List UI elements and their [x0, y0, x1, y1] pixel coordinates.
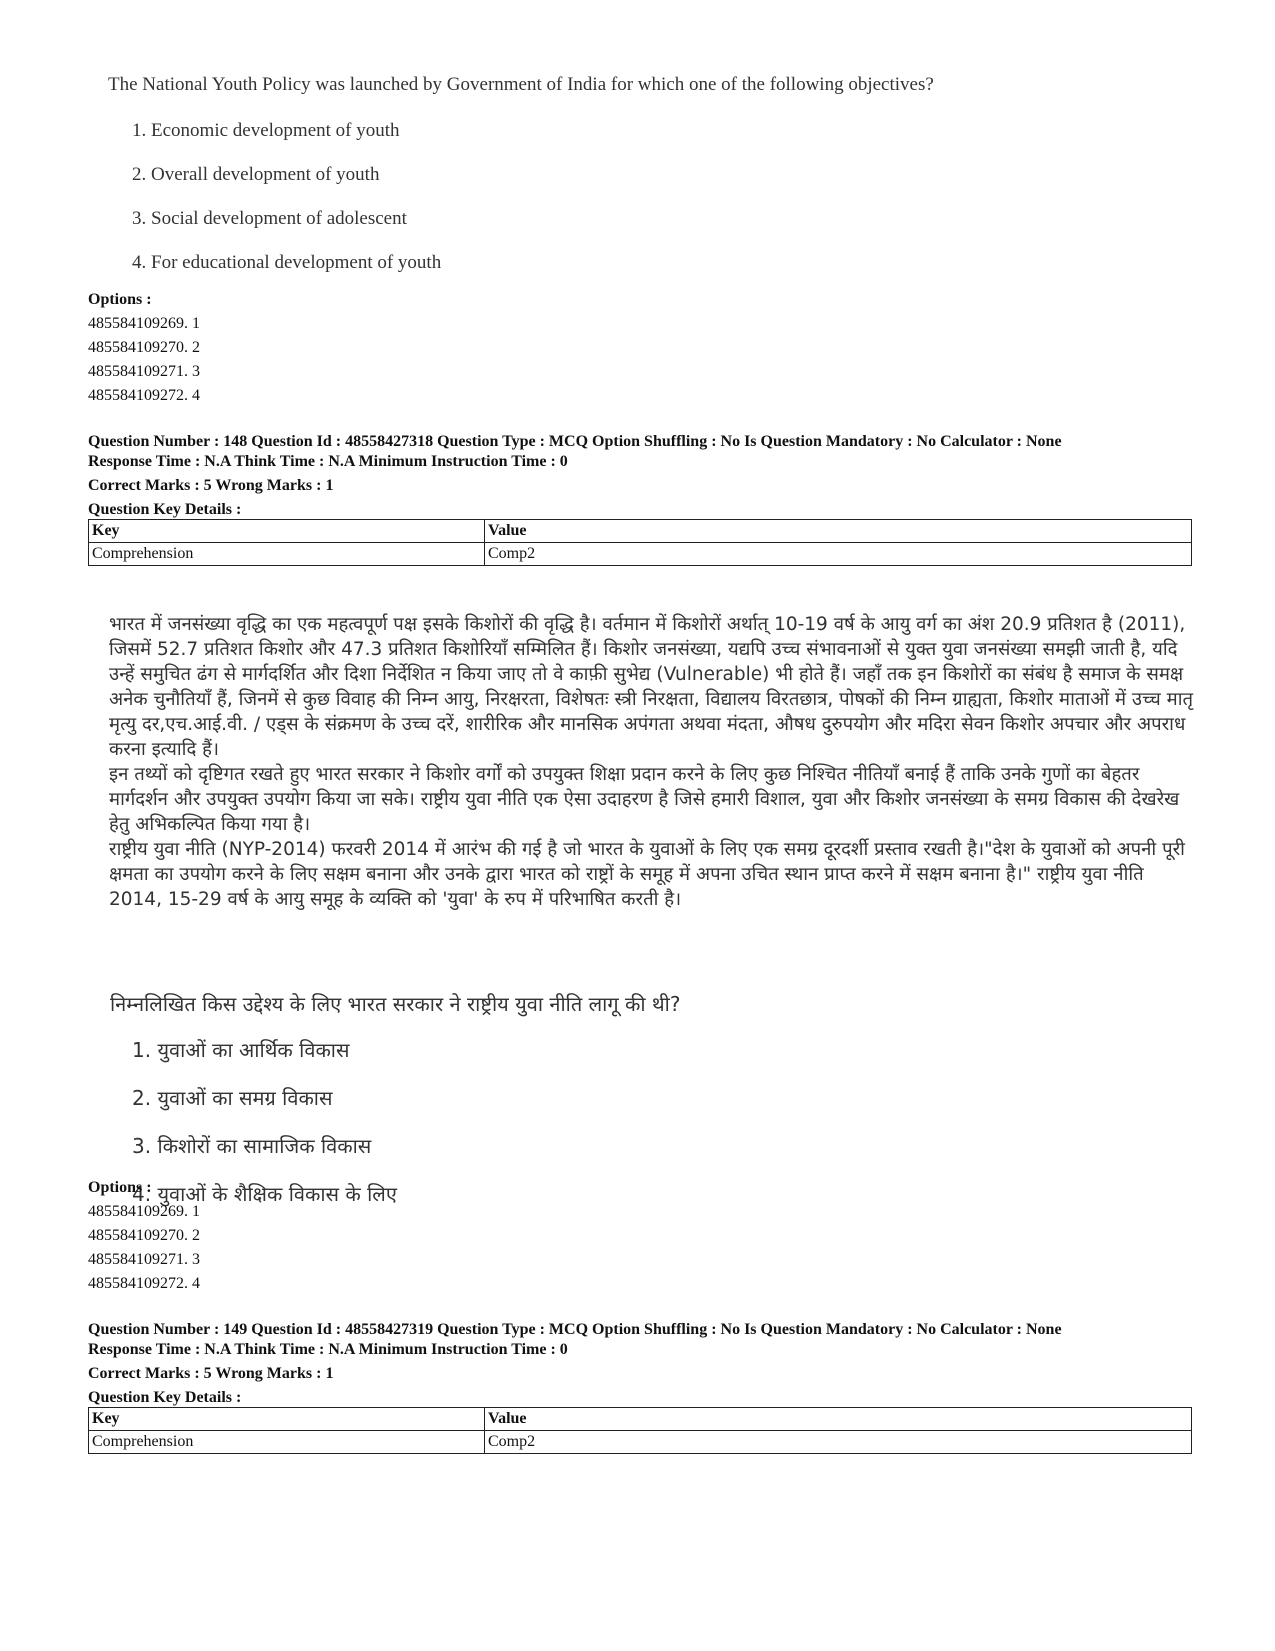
option-id: 485584109270. 2 [88, 1227, 200, 1244]
choice-item: 2. Overall development of youth [132, 164, 380, 185]
meta-line-response-time: Response Time : N.A Think Time : N.A Minimum Instruction Time : 0 [88, 1341, 568, 1358]
options-block [88, 1176, 200, 1296]
table-cell-key: Comprehension [89, 1431, 485, 1454]
table-header-value: Value [485, 520, 1192, 543]
question-text-english: The National Youth Policy was launched by Government of India for which one of the following objectives? [108, 74, 934, 95]
options-label: Options : [88, 1179, 152, 1196]
choice-item: 1. Economic development of youth [132, 120, 400, 141]
question-meta [88, 432, 1062, 520]
table-row [89, 543, 1192, 566]
passage-paragraph: भारत में जनसंख्या वृद्धि का एक महत्वपूर्ण पक्ष इसके किशोरों की वृद्धि है। वर्तमान में किशोरों अर्थात् 10-19 वर्ष के आयु वर्ग का अंश 20.9 प्रतिशत है (2011), जिसमें 52.7 प्रतिशत किशोर और 47.3 प्रतिशत किशोरियाँ सम्मिलित हैं। किशोर जनसंख्या, यद्यपि उच्च संभावनाओं से युक्त युवा जनसंख्या समझी जाती है, यदि उन्हें समुचित ढंग से मार्गदर्शित और दिशा निर्देशित न किया जाए तो वे काफ़ी सुभेद्य (Vulnerable) भी होते हैं। जहाँ तक इन किशोरों का संबंध है समाज के समक्ष अनेक चुनौतियाँ हैं, जिनमें से कुछ विवाह की निम्न आयु, निरक्षरता, विशेषतः स्त्री निरक्षता, विद्यालय विरतछात्र, पोषकों की निम्न ग्राह्यता, किशोर माताओं में उच्च मातृ मृत्यु दर,एच.आई.वी. / एड्स के संक्रमण के उच्च दरें, शारीरिक और मानसिक अपंगता अथवा मंदता, औषध दुरुपयोग और मदिरा सेवन किशोर अपचार और अपराध करना इत्यादि हैं। [109, 614, 1194, 760]
option-id: 485584109272. 4 [88, 1275, 200, 1292]
table-header-row [89, 1408, 1192, 1431]
option-id: 485584109271. 3 [88, 1251, 200, 1268]
passage-paragraph: राष्ट्रीय युवा नीति (NYP-2014) फरवरी 2014 में आरंभ की गई है जो भारत के युवाओं के लिए एक समग्र दूरदर्शी प्रस्ताव रखती है।"देश के युवाओं को अपनी पूरी क्षमता का उपयोग करने के लिए सक्षम बनाना और उनके द्वारा भारत को राष्ट्रों के समूह में अपना उचित स्थान प्राप्त करने में सक्षम बनाना है।" राष्ट्रीय युवा नीति 2014, 15-29 वर्ष के आयु समूह के व्यक्ति को 'युवा' के रुप में परिभाषित करती है। [109, 839, 1185, 910]
option-id: 485584109269. 1 [88, 315, 200, 332]
meta-line-key-details: Question Key Details : [88, 1389, 242, 1406]
choice-item: 3. Social development of adolescent [132, 208, 407, 229]
choice-item: 3. किशोरों का सामाजिक विकास [132, 1134, 372, 1158]
meta-line-marks: Correct Marks : 5 Wrong Marks : 1 [88, 1365, 334, 1382]
meta-line-key-details: Question Key Details : [88, 501, 242, 518]
meta-line-response-time: Response Time : N.A Think Time : N.A Minimum Instruction Time : 0 [88, 453, 568, 470]
meta-line-marks: Correct Marks : 5 Wrong Marks : 1 [88, 477, 334, 494]
question-key-table [88, 519, 1192, 566]
table-cell-value: Comp2 [485, 1431, 1192, 1454]
table-cell-value: Comp2 [485, 543, 1192, 566]
question-text-hindi: निम्नलिखित किस उद्देश्य के लिए भारत सरकार ने राष्ट्रीय युवा नीति लागू की थी? [110, 992, 681, 1016]
comprehension-passage-hindi [109, 612, 1199, 912]
question-key-table [88, 1407, 1192, 1454]
table-header-value: Value [485, 1408, 1192, 1431]
choice-item: 2. युवाओं का समग्र विकास [132, 1086, 333, 1110]
choice-item: 4. For educational development of youth [132, 252, 442, 273]
meta-line-question-number: Question Number : 148 Question Id : 48558427318 Question Type : MCQ Option Shuffling : No Is Question Mandatory : No Calculator : None [88, 433, 1062, 450]
table-row [89, 1431, 1192, 1454]
meta-line-question-number: Question Number : 149 Question Id : 48558427319 Question Type : MCQ Option Shuffling : No Is Question Mandatory : No Calculator : None [88, 1321, 1062, 1338]
table-header-row [89, 520, 1192, 543]
question-meta [88, 1320, 1062, 1408]
table-cell-key: Comprehension [89, 543, 485, 566]
choice-item: 4. युवाओं के शैक्षिक विकास के लिए [132, 1182, 397, 1206]
passage-paragraph: इन तथ्यों को दृष्टिगत रखते हुए भारत सरकार ने किशोर वर्गों को उपयुक्त शिक्षा प्रदान करने के लिए कुछ निश्चित नीतियाँ बनाई हैं ताकि उनके गुणों का बेहतर मार्गदर्शन और उपयुक्त उपयोग किया जा सके। राष्ट्रीय युवा नीति एक ऐसा उदाहरण है जिसे हमारी विशाल, युवा और किशोर जनसंख्या के समग्र विकास की देखरेख हेतु अभिकल्पित किया गया है। [109, 764, 1180, 835]
option-id: 485584109269. 1 [88, 1203, 200, 1220]
choice-item: 1. युवाओं का आर्थिक विकास [132, 1038, 350, 1062]
choice-list-english [132, 120, 441, 296]
options-label: Options : [88, 291, 152, 308]
option-id: 485584109272. 4 [88, 387, 200, 404]
table-header-key: Key [89, 1408, 485, 1431]
option-id: 485584109271. 3 [88, 363, 200, 380]
table-header-key: Key [89, 520, 485, 543]
option-id: 485584109270. 2 [88, 339, 200, 356]
options-block [88, 288, 200, 408]
